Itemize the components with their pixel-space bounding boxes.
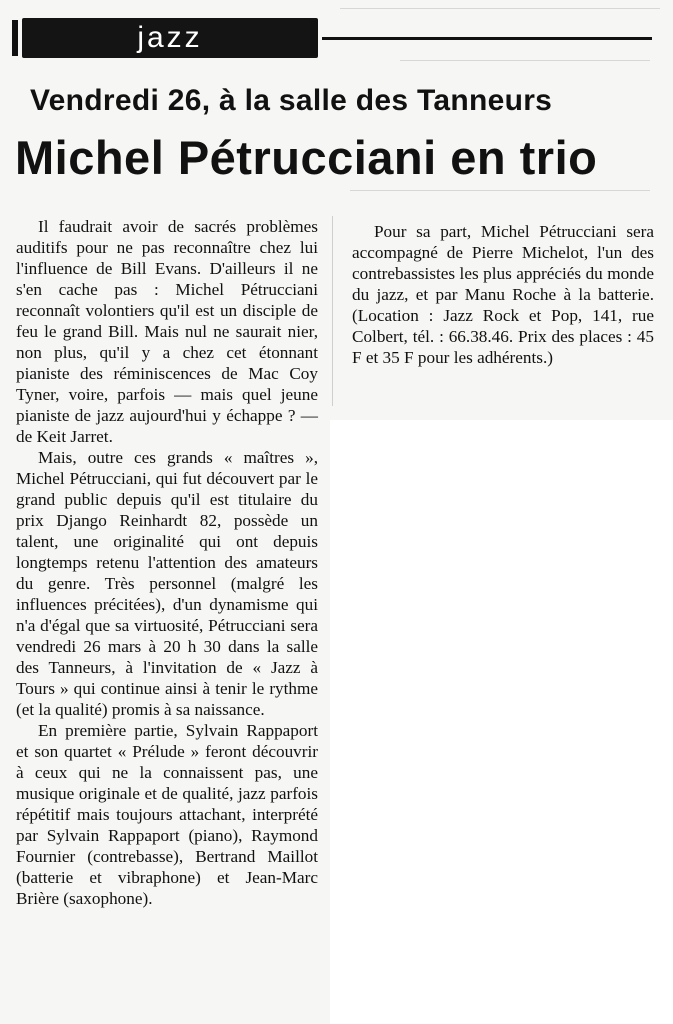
article-column-right <box>352 221 654 368</box>
paragraph: Il faudrait avoir de sacrés problèmes auditifs pour ne pas reconnaître chez lui l'influence de Bill Evans. D'ailleurs il ne s'en cache pas : Michel Pétrucciani reconnaît volontiers qu'il est un disciple de feu le grand Bill. Mais nul ne saurait nier, non plus, qu'il y a chez cet étonnant pianiste des réminiscences de Mac Coy Tyner, voire, parfois — mais quel jeune pianiste de jazz aujourd'hui y échappe ? — de Keit Jarret. <box>16 217 318 446</box>
section-bar-left <box>12 20 18 56</box>
paragraph: Mais, outre ces grands « maîtres », Michel Pétrucciani, qui fut découvert par le grand public depuis qu'il est titulaire du prix Django Reinhardt 82, possède un talent, une originalité qui ont depuis longtemps retenu l'attention des amateurs du genre. Très personnel (malgré les influences précitées), d'un dynamisme qui n'a d'égal que sa virtuosité, Pétrucciani sera vendredi 26 mars à 20 h 30 dans la salle des Tanneurs, à l'invitation de « Jazz à Tours » qui continue ainsi à tenir le rythme (et la qualité) promis à sa naissance. <box>16 448 318 719</box>
bleed-through-line <box>340 8 660 9</box>
header-rule <box>322 37 652 40</box>
blank-area <box>330 420 673 1024</box>
column-divider <box>332 216 333 406</box>
article-column-left <box>16 216 318 909</box>
kicker: Vendredi 26, à la salle des Tanneurs <box>30 84 553 117</box>
section-tag-label: jazz <box>137 21 203 54</box>
section-tag <box>22 18 318 58</box>
paragraph: Pour sa part, Michel Pétrucciani sera accompagné de Pierre Michelot, l'un des contrebassistes les plus appréciés du monde du jazz, et par Manu Roche à la batterie. (Location : Jazz Rock et Pop, 141, rue Colbert, tél. : 66.38.46. Prix des places : 45 F et 35 F pour les adhérents.) <box>352 222 654 367</box>
bleed-through-line <box>350 190 650 191</box>
section-bar-right <box>310 20 318 56</box>
paragraph: En première partie, Sylvain Rappaport et son quartet « Prélude » feront découvrir à ceux qui ne la connaissent pas, une musique originale et de qualité, jazz parfois répétitif mais toujours attachant, interprété par Sylvain Rappaport (piano), Raymond Fournier (contrebasse), Bertrand Maillot (batterie et vibraphone) et Jean-Marc Brière (saxophone). <box>16 721 318 908</box>
bleed-through-line <box>400 60 650 61</box>
headline: Michel Pétrucciani en trio <box>15 131 598 184</box>
